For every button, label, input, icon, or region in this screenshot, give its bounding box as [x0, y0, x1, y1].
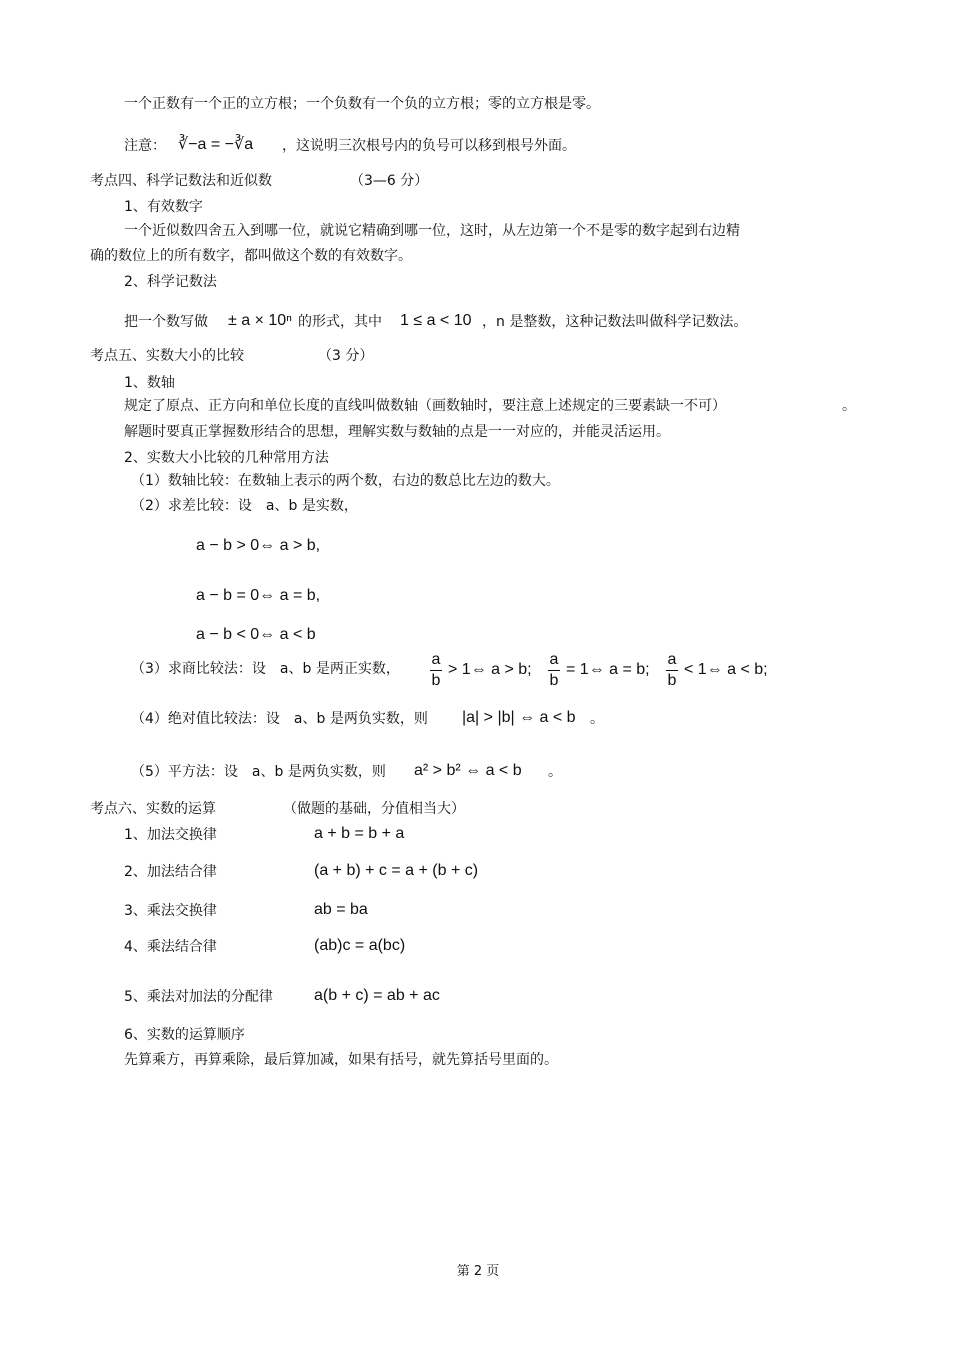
law-1-formula: a + b = b + a: [314, 825, 405, 842]
quotient-case-1: > 1⇔ a > b;: [448, 661, 532, 678]
cube-root-rule: 一个正数有一个正的立方根；一个负数有一个负的立方根；零的立方根是零。: [124, 96, 600, 112]
quotient-case-3: < 1⇔ a < b;: [684, 661, 768, 678]
quotient-fraction-2: a b: [549, 651, 559, 689]
operation-order-heading: 6、实数的运算顺序: [124, 1027, 245, 1043]
scientific-notation-form: ± a × 10ⁿ: [228, 312, 292, 329]
section-5-title: 考点五、实数大小的比较: [90, 348, 244, 364]
difference-case-2: a − b = 0⇔ a = b,: [196, 587, 321, 604]
number-axis-text-2: 解题时要真正掌握数形结合的思想，理解实数与数轴的点是一一对应的，并能灵活运用。: [124, 424, 670, 440]
absolute-value-formula: |a| > |b| ⇔ a < b: [462, 709, 576, 726]
comparison-method-3: （3）求商比较法：设 a、b 是两正实数，: [131, 661, 400, 677]
scientific-notation-suffix: ，n 是整数，这种记数法叫做科学记数法。: [482, 314, 748, 330]
quotient-fraction-1: a b: [431, 651, 441, 689]
law-3-name: 3、乘法交换律: [124, 903, 217, 919]
page-number: 第 2 页: [456, 1264, 500, 1279]
section-6-score: （做题的基础，分值相当大）: [283, 801, 465, 817]
quotient-fraction-3: a b: [667, 651, 677, 689]
number-axis-heading: 1、数轴: [124, 375, 175, 391]
law-2-formula: (a + b) + c = a + (b + c): [314, 862, 479, 879]
comparison-method-4: （4）绝对值比较法：设 a、b 是两负实数，则: [131, 711, 428, 727]
significant-figures-heading: 1、有效数字: [124, 199, 203, 215]
law-4-name: 4、乘法结合律: [124, 939, 217, 955]
scientific-notation-prefix: 把一个数写做: [124, 314, 208, 330]
section-4-score: （3—6 分）: [350, 173, 429, 189]
section-5-score: （3 分）: [318, 348, 374, 364]
law-3-formula: ab = ba: [314, 901, 368, 918]
comparison-method-1: （1）数轴比较：在数轴上表示的两个数，右边的数总比左边的数大。: [131, 473, 560, 489]
number-axis-text-1-end: 。: [842, 398, 856, 414]
square-formula: a² > b² ⇔ a < b: [414, 762, 522, 779]
significant-figures-text-2: 确的数位上的所有数字，都叫做这个数的有效数字。: [90, 248, 412, 264]
operation-order-text: 先算乘方，再算乘除，最后算加减，如果有括号，就先算括号里面的。: [124, 1052, 558, 1068]
law-5-name: 5、乘法对加法的分配律: [124, 989, 273, 1005]
law-1-name: 1、加法交换律: [124, 827, 217, 843]
law-4-formula: (ab)c = a(bc): [314, 937, 406, 954]
note-text: ，这说明三次根号内的负号可以移到根号外面。: [282, 138, 576, 154]
square-end: 。: [548, 764, 562, 780]
difference-case-3: a − b < 0⇔ a < b: [196, 626, 316, 643]
scientific-notation-condition: 1 ≤ a < 10: [400, 312, 472, 329]
law-2-name: 2、加法结合律: [124, 864, 217, 880]
significant-figures-text-1: 一个近似数四舍五入到哪一位，就说它精确到哪一位，这时，从左边第一个不是零的数字起到右边精: [124, 223, 740, 239]
difference-case-1: a − b > 0⇔ a > b,: [196, 537, 321, 554]
section-6-title: 考点六、实数的运算: [90, 801, 216, 817]
comparison-heading: 2、实数大小比较的几种常用方法: [124, 450, 329, 466]
number-axis-text-1: 规定了原点、正方向和单位长度的直线叫做数轴（画数轴时，要注意上述规定的三要素缺一不可）: [124, 398, 726, 414]
note-label: 注意：: [124, 138, 166, 154]
law-5-formula: a(b + c) = ab + ac: [314, 987, 440, 1004]
absolute-value-end: 。: [590, 711, 604, 727]
quotient-case-2: = 1⇔ a = b;: [566, 661, 650, 678]
comparison-method-2: （2）求差比较：设 a、b 是实数，: [131, 498, 358, 514]
section-4-title: 考点四、科学记数法和近似数: [90, 173, 272, 189]
scientific-notation-mid: 的形式，其中: [298, 314, 382, 330]
note-formula: ∛−a = −∛a: [178, 136, 254, 153]
comparison-method-5: （5）平方法：设 a、b 是两负实数，则: [131, 764, 386, 780]
scientific-notation-heading: 2、科学记数法: [124, 274, 217, 290]
